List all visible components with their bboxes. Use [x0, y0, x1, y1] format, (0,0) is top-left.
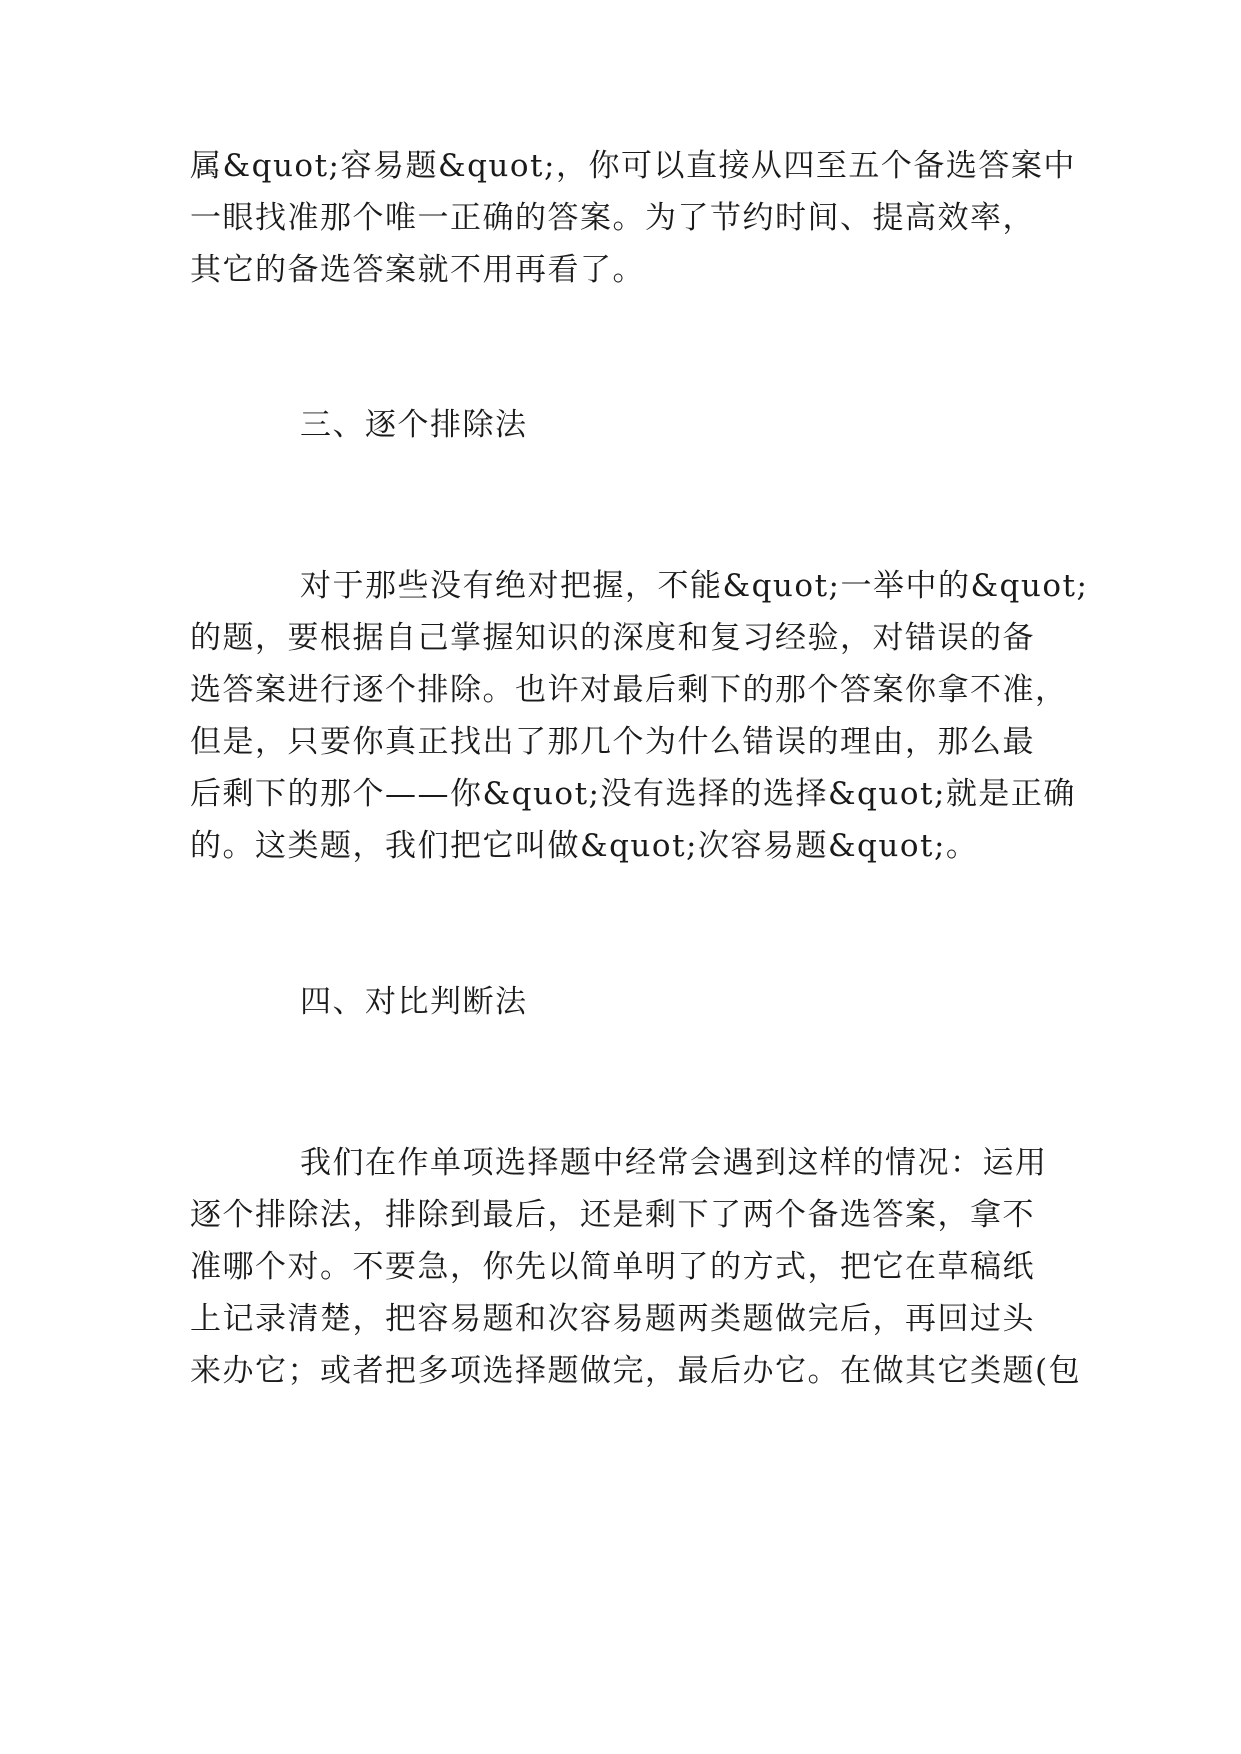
- paragraph-1-line-2: 一眼找准那个唯一正确的答案。为了节约时间、提高效率，: [190, 200, 1035, 236]
- paragraph-3-line-3: 准哪个对。不要急，你先以简单明了的方式，把它在草稿纸: [190, 1249, 1035, 1285]
- paragraph-2-line-5: 后剩下的那个——你&quot;没有选择的选择&quot;就是正确: [190, 776, 1076, 812]
- paragraph-2-line-4: 但是，只要你真正找出了那几个为什么错误的理由，那么最: [190, 724, 1035, 760]
- paragraph-3-line-5: 来办它；或者把多项选择题做完，最后办它。在做其它类题(包: [190, 1353, 1082, 1389]
- paragraph-3-line-2: 逐个排除法，排除到最后，还是剩下了两个备选答案，拿不: [190, 1197, 1035, 1233]
- paragraph-1-line-3: 其它的备选答案就不用再看了。: [190, 252, 645, 288]
- paragraph-2-line-1: 对于那些没有绝对把握，不能&quot;一举中的&quot;: [300, 568, 1089, 604]
- section-heading-3: 三、逐个排除法: [300, 407, 528, 443]
- paragraph-2-line-3: 选答案进行逐个排除。也许对最后剩下的那个答案你拿不准，: [190, 672, 1068, 708]
- paragraph-3-line-4: 上记录清楚，把容易题和次容易题两类题做完后，再回过头: [190, 1301, 1035, 1337]
- paragraph-3-line-1: 我们在作单项选择题中经常会遇到这样的情况：运用: [300, 1145, 1048, 1181]
- paragraph-1-line-1: 属&quot;容易题&quot;，你可以直接从四至五个备选答案中: [190, 148, 1076, 184]
- paragraph-2-line-6: 的。这类题，我们把它叫做&quot;次容易题&quot;。: [190, 828, 979, 864]
- section-heading-4: 四、对比判断法: [300, 984, 528, 1020]
- paragraph-2-line-2: 的题，要根据自己掌握知识的深度和复习经验，对错误的备: [190, 620, 1035, 656]
